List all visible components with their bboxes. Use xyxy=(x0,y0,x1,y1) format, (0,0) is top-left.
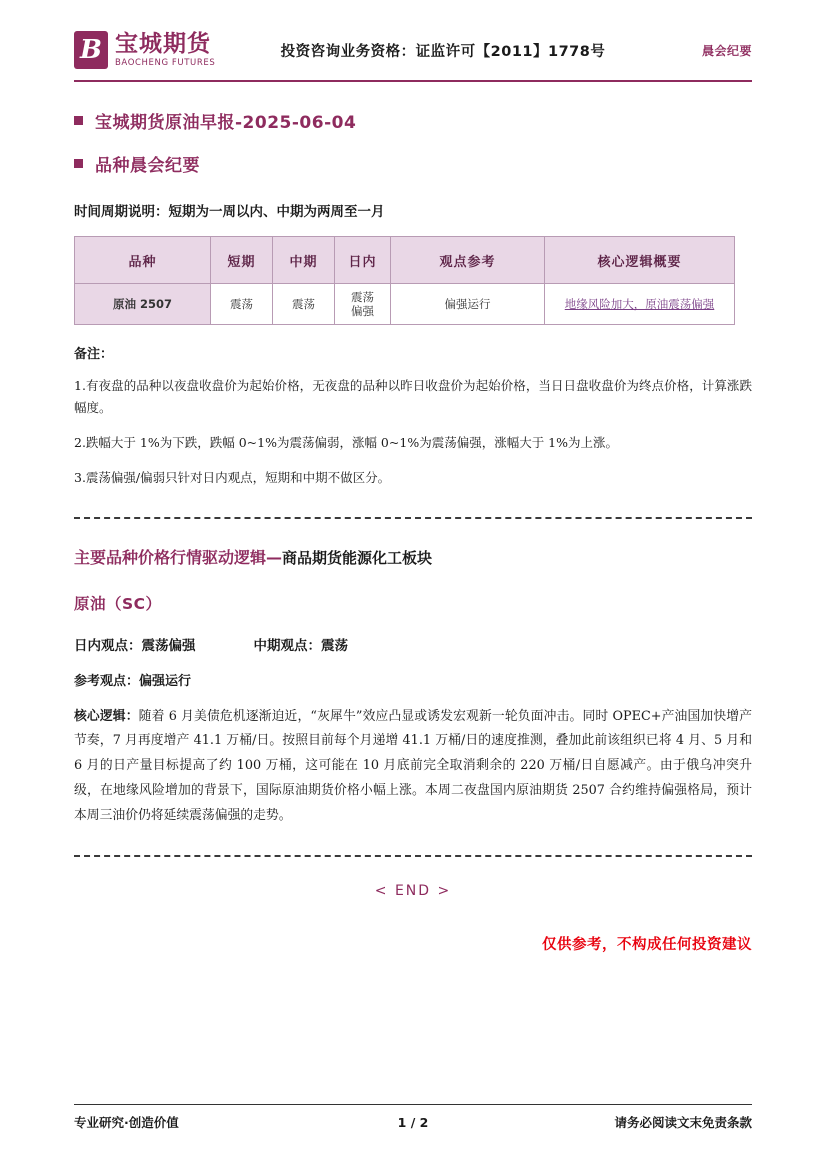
logo-text xyxy=(115,32,215,67)
cell-intraday: 震荡 偏强 xyxy=(335,284,391,325)
variety-summary-table xyxy=(74,236,735,325)
core-logic-label: 核心逻辑： xyxy=(74,708,139,724)
page-title-row xyxy=(74,108,752,133)
reference-view-value: 偏强运行 xyxy=(139,673,192,689)
end-marker: < END > xyxy=(374,883,452,900)
reference-view-row xyxy=(74,670,752,689)
company-logo xyxy=(74,31,264,69)
table-row xyxy=(75,284,735,325)
page-footer xyxy=(74,1104,752,1131)
cell-mid-term: 震荡 xyxy=(273,284,335,325)
col-header-variety: 品种 xyxy=(75,237,211,284)
commodity-heading: 原油（SC） xyxy=(74,594,162,613)
square-bullet-icon xyxy=(74,159,83,168)
period-explanation: 时间周期说明：短期为一周以内、中期为两周至一月 xyxy=(74,204,385,220)
col-header-core-logic: 核心逻辑概要 xyxy=(545,237,735,284)
mid-view-value: 震荡 xyxy=(321,637,348,654)
section-divider xyxy=(74,855,752,857)
col-header-view: 观点参考 xyxy=(391,237,545,284)
page-number: 1 / 2 xyxy=(397,1114,429,1130)
note-item: 3.震荡偏强/偏弱只针对日内观点，短期和中期不做区分。 xyxy=(74,469,391,485)
col-header-short-term: 短期 xyxy=(211,237,273,284)
col-header-mid-term: 中期 xyxy=(273,237,335,284)
reference-view-label: 参考观点： xyxy=(74,673,140,689)
header-qualification-text: 投资咨询业务资格：证监许可【2011】1778号 xyxy=(280,43,606,60)
logo-mark-icon: B xyxy=(74,31,108,69)
section-heading xyxy=(74,545,752,568)
core-logic-paragraph xyxy=(74,705,752,830)
disclaimer-notice: 仅供参考，不构成任何投资建议 xyxy=(542,937,752,954)
subtitle-row xyxy=(74,151,752,176)
notes-title: 备注： xyxy=(74,347,114,362)
footer-disclaimer-note: 请务必阅读文末免责条款 xyxy=(614,1115,752,1130)
intraday-view-value: 震荡偏强 xyxy=(141,637,196,654)
page-title: 宝城期货原油早报-2025-06-04 xyxy=(95,113,357,133)
col-header-intraday: 日内 xyxy=(335,237,391,284)
views-row xyxy=(74,634,752,654)
section-heading-accent: 主要品种价格行情驱动逻辑— xyxy=(74,547,283,567)
core-logic-text: 随着 6 月美债危机逐渐迫近，“灰犀牛”效应凸显或诱发宏观新一轮负面冲击。同时 OPEC+产油国加快增产节奏，7 月再度增产 41.1 万桶/日。按照目前每个月递增 41.1 万桶/日的速度推测，叠加此前该组织已将 4 月、5 月和 6 月的日产量目标提高了约 100 万桶，这可能在 10 月底前完全取消剩余的 220 万桶/日自愿减产。由于俄乌冲突升级，在地缘风险增加的背景下，国际原油期货价格小幅上涨。本周二夜盘国内原油期货 2507 合约维持偏强格局，预计本周三油价仍将延续震荡偏强的走势。 xyxy=(74,708,753,824)
intraday-view-label: 日内观点： xyxy=(74,637,142,654)
note-item: 2.跌幅大于 1%为下跌，跌幅 0~1%为震荡偏弱，涨幅 0~1%为震荡偏强，涨幅大于 1%为上涨。 xyxy=(74,434,618,450)
cell-core-logic xyxy=(545,284,735,325)
cell-variety-name: 原油 2507 xyxy=(75,284,211,325)
cell-short-term: 震荡 xyxy=(211,284,273,325)
square-bullet-icon xyxy=(74,116,83,125)
page-subtitle: 品种晨会纪要 xyxy=(95,156,200,176)
document-header xyxy=(74,26,752,82)
cell-view: 偏强运行 xyxy=(391,284,545,325)
core-logic-link[interactable]: 地缘风险加大，原油震荡偏强 xyxy=(564,297,715,311)
table-header-row xyxy=(75,237,735,284)
section-heading-plain: 商品期货能源化工板块 xyxy=(282,548,433,567)
logo-name-en: BAOCHENG FUTURES xyxy=(115,57,216,68)
note-item: 1.有夜盘的品种以夜盘收盘价为起始价格，无夜盘的品种以昨日收盘价为起始价格，当日日盘收盘价为终点价格，计算涨跌幅度。 xyxy=(74,378,752,415)
mid-view-label: 中期观点： xyxy=(253,637,321,654)
footer-slogan: 专业研究·创造价值 xyxy=(74,1115,179,1130)
header-doc-type: 晨会纪要 xyxy=(701,43,752,58)
section-divider xyxy=(74,517,752,519)
logo-name-cn: 宝城期货 xyxy=(115,31,211,58)
